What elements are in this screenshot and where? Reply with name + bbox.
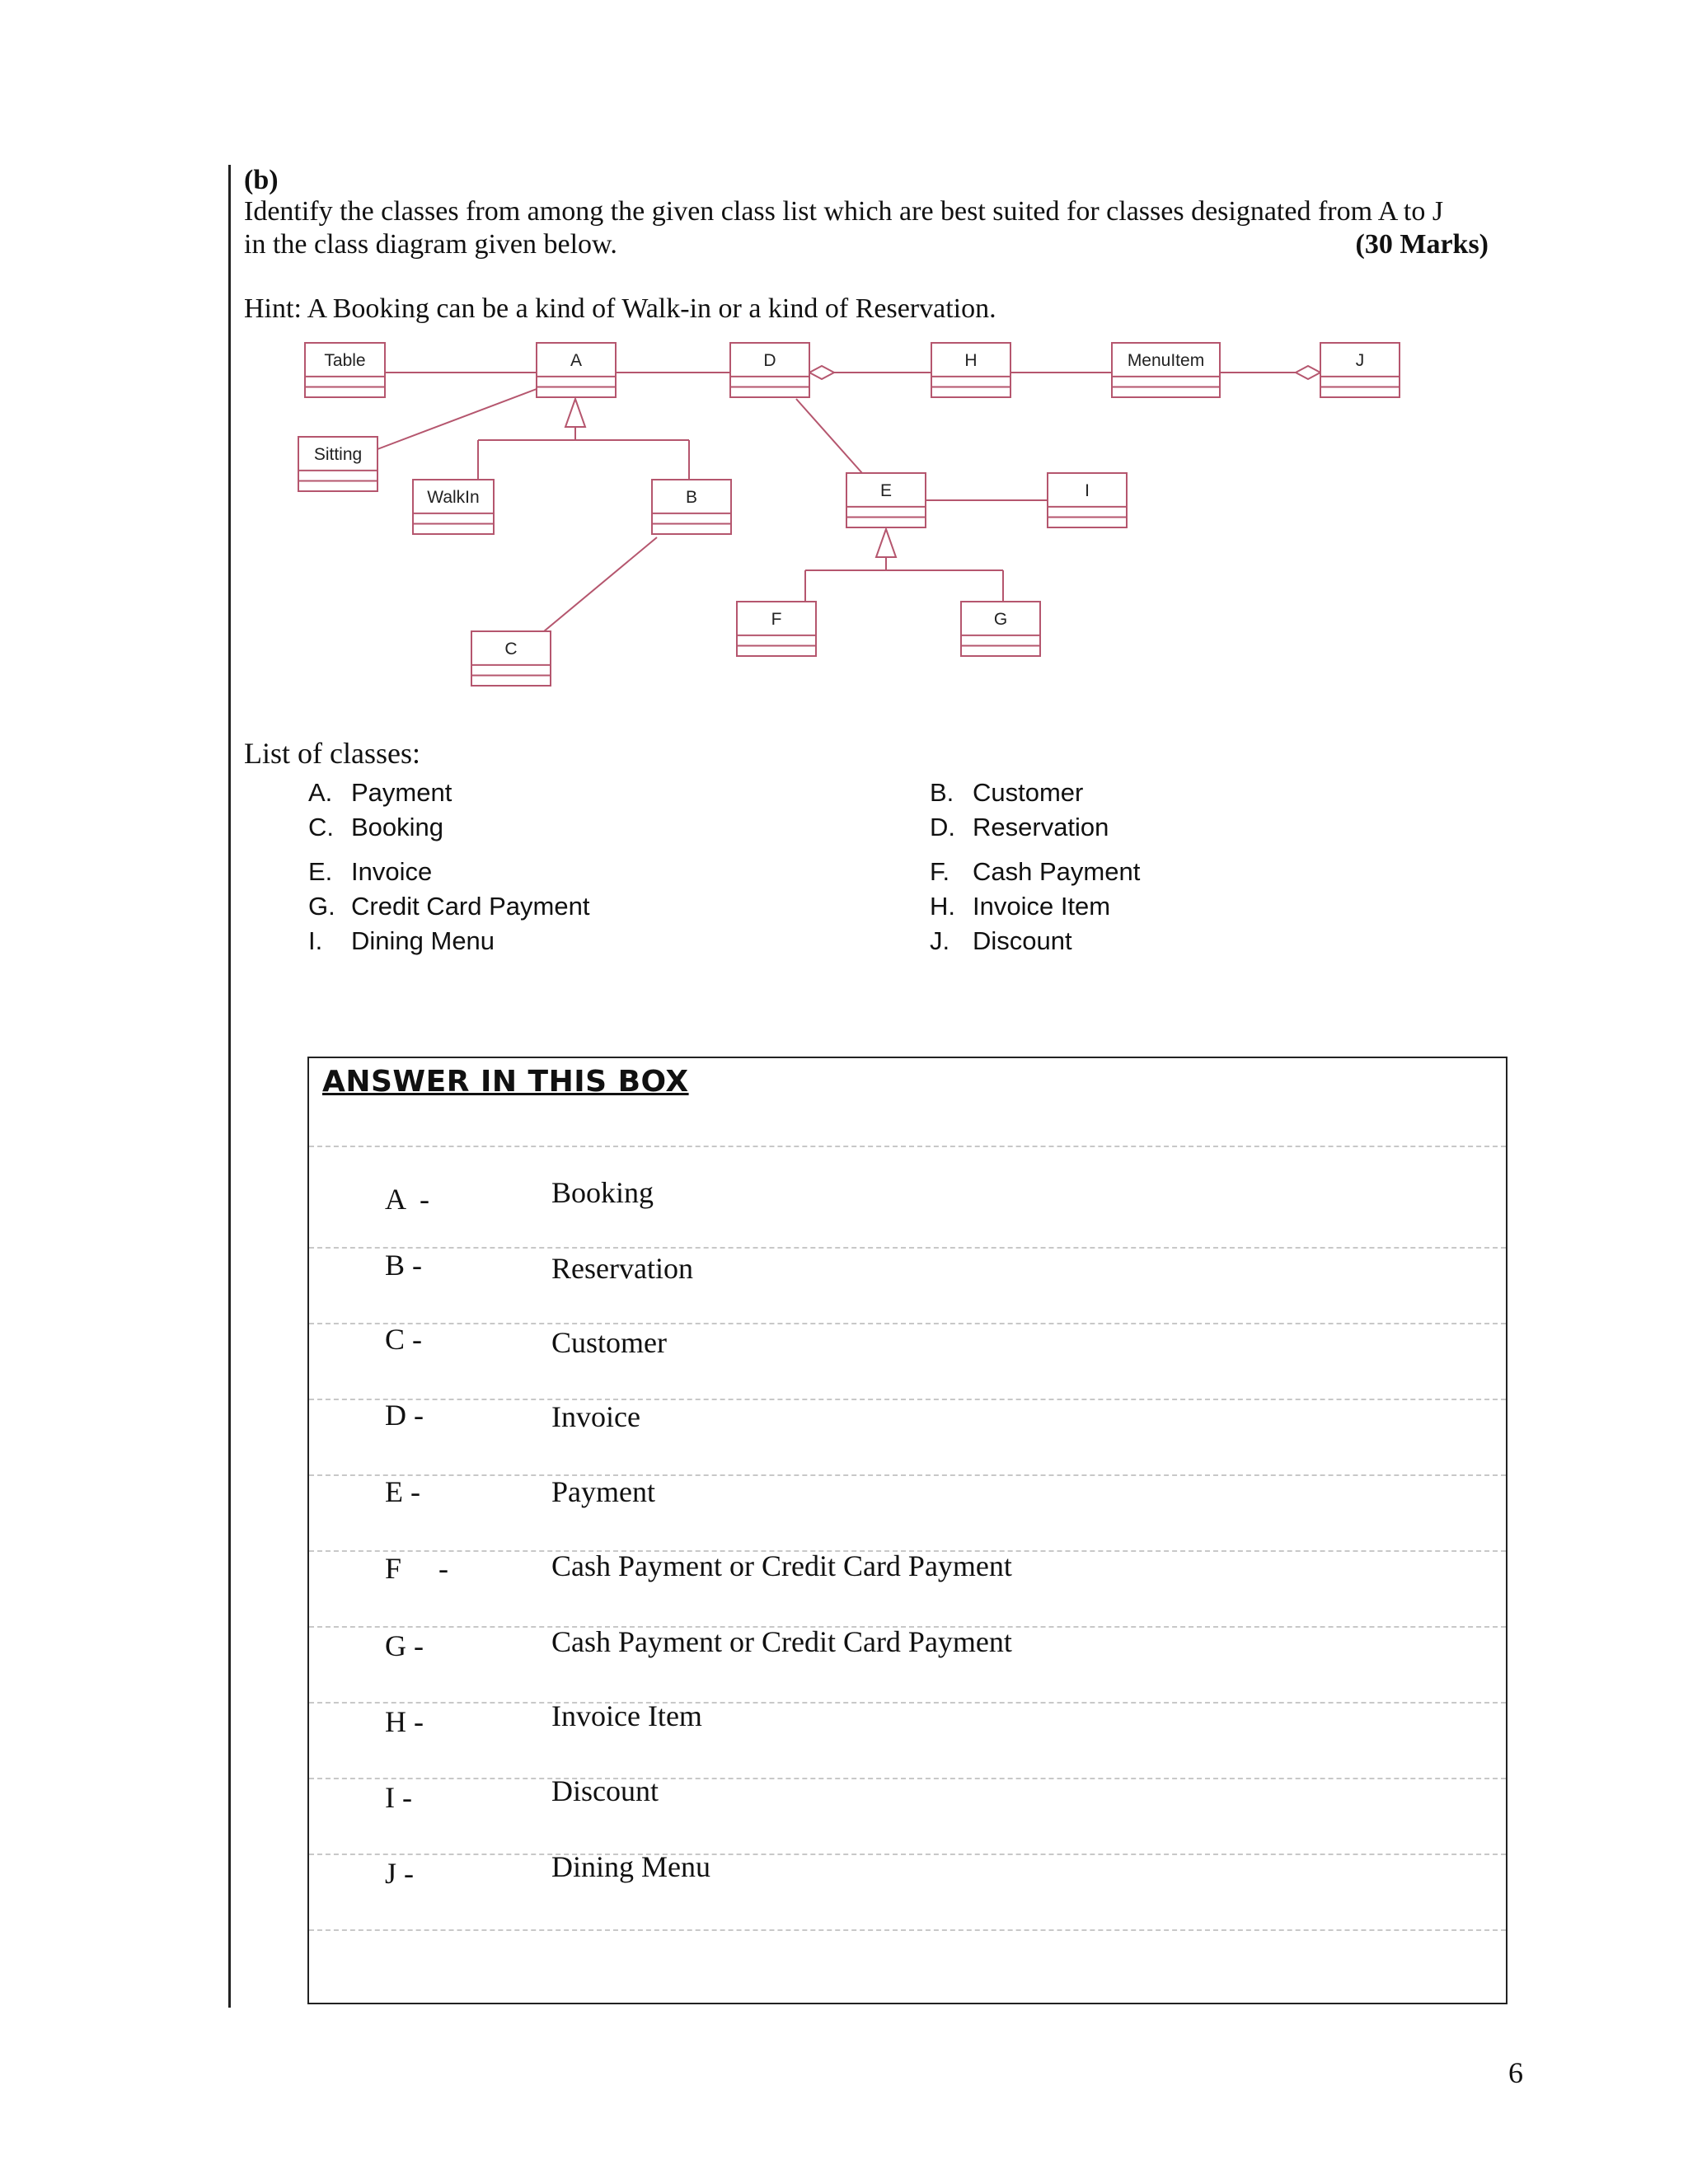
answer-row-letter: F - bbox=[385, 1552, 449, 1585]
answer-row-letter: H - bbox=[385, 1705, 424, 1738]
question-marks: (30 Marks) bbox=[1355, 229, 1489, 260]
class-box-name: A bbox=[570, 351, 583, 370]
answer-row-value: Payment bbox=[551, 1475, 655, 1508]
hint-text: Hint: A Booking can be a kind of Walk-in or a kind of Reservation. bbox=[244, 293, 996, 324]
class-box-name: E bbox=[879, 481, 893, 500]
class-box bbox=[298, 437, 377, 491]
class-list-title: List of classes: bbox=[244, 737, 420, 770]
class-box bbox=[737, 602, 816, 656]
class-box-name: F bbox=[771, 610, 782, 629]
class-box-name: MenuItem bbox=[1127, 351, 1205, 370]
class-list-item bbox=[930, 857, 1140, 887]
class-box-name: WalkIn bbox=[427, 488, 480, 507]
class-list-item-letter: G. bbox=[308, 892, 335, 921]
class-box-name: H bbox=[964, 351, 978, 370]
class-box bbox=[413, 480, 494, 534]
class-list-item bbox=[930, 813, 1109, 842]
class-list-item bbox=[930, 926, 1072, 956]
answer-row-letter: G - bbox=[385, 1629, 424, 1662]
class-box bbox=[1112, 343, 1220, 397]
answer-row-divider bbox=[309, 1474, 1506, 1476]
class-list-item-letter: B. bbox=[930, 778, 954, 807]
class-box-name: B bbox=[685, 488, 698, 507]
class-list-item-letter: I. bbox=[308, 926, 323, 955]
answer-row-letter: J - bbox=[385, 1857, 414, 1890]
answer-row-letter: I - bbox=[385, 1781, 412, 1814]
class-list-item-letter: C. bbox=[308, 813, 334, 841]
answer-row-letter: B - bbox=[385, 1249, 422, 1282]
class-list-item bbox=[308, 857, 432, 887]
aggregation-diamond bbox=[1296, 366, 1320, 379]
class-list-item bbox=[308, 892, 589, 921]
answer-row-divider bbox=[309, 1702, 1506, 1704]
answer-row-letter: A - bbox=[385, 1183, 429, 1216]
answer-row-value: Customer bbox=[551, 1326, 667, 1359]
class-list-item-name: Customer bbox=[973, 778, 1084, 807]
answer-row-divider bbox=[309, 1854, 1506, 1855]
class-box bbox=[931, 343, 1010, 397]
class-list-item bbox=[308, 926, 495, 956]
class-box-name: J bbox=[1355, 351, 1365, 370]
answer-row-divider bbox=[309, 1146, 1506, 1147]
class-list-item bbox=[930, 892, 1110, 921]
class-box bbox=[305, 343, 385, 397]
answer-row-letter: C - bbox=[385, 1323, 422, 1356]
answer-row-divider bbox=[309, 1399, 1506, 1400]
class-list-item-name: Invoice Item bbox=[973, 892, 1111, 921]
class-box bbox=[846, 473, 926, 527]
answer-row-divider bbox=[309, 1247, 1506, 1249]
class-box bbox=[537, 343, 616, 397]
class-box bbox=[1048, 473, 1127, 527]
question-text-line-2: in the class diagram given below. bbox=[244, 229, 617, 260]
answer-row-value: Discount bbox=[551, 1774, 659, 1807]
class-box-name: I bbox=[1085, 481, 1090, 500]
class-list-item bbox=[308, 778, 452, 808]
answer-box-title: ANSWER IN THIS BOX bbox=[322, 1065, 689, 1099]
class-list-item-letter: E. bbox=[308, 857, 333, 886]
class-box-name: C bbox=[504, 640, 518, 658]
class-box bbox=[1320, 343, 1400, 397]
answer-row-letter: D - bbox=[385, 1399, 424, 1432]
answer-row-value: Reservation bbox=[551, 1252, 693, 1285]
class-box bbox=[471, 631, 551, 686]
class-list-item-name: Invoice bbox=[351, 857, 433, 886]
class-list-item-letter: H. bbox=[930, 892, 955, 921]
class-box-name: Table bbox=[324, 351, 366, 370]
class-list-item-name: Reservation bbox=[973, 813, 1109, 841]
class-list-item bbox=[930, 778, 1083, 808]
class-box-name: G bbox=[993, 610, 1008, 629]
class-list-item-name: Payment bbox=[351, 778, 452, 807]
answer-row-letter: E - bbox=[385, 1475, 420, 1508]
class-list-item-name: Cash Payment bbox=[973, 857, 1141, 886]
answer-row-value: Cash Payment or Credit Card Payment bbox=[551, 1549, 1012, 1582]
class-diagram bbox=[0, 0, 1688, 725]
answer-row-divider bbox=[309, 1778, 1506, 1779]
class-list-item-letter: F. bbox=[930, 857, 950, 886]
class-box bbox=[961, 602, 1040, 656]
answer-row-value: Invoice Item bbox=[551, 1699, 702, 1732]
page-number: 6 bbox=[1508, 2056, 1523, 2089]
class-box bbox=[730, 343, 809, 397]
class-list-item-name: Booking bbox=[351, 813, 444, 841]
generalization-arrow bbox=[876, 529, 896, 557]
answer-row-divider bbox=[309, 1323, 1506, 1324]
class-box bbox=[652, 480, 731, 534]
class-list-item-name: Dining Menu bbox=[351, 926, 495, 955]
answer-row-divider bbox=[309, 1929, 1506, 1931]
answer-row-value: Booking bbox=[551, 1176, 654, 1209]
question-label: (b) bbox=[244, 165, 279, 195]
answer-row-value: Cash Payment or Credit Card Payment bbox=[551, 1625, 1012, 1658]
class-list-item bbox=[308, 813, 443, 842]
question-text-line-1: Identify the classes from among the given class list which are best suited for classes designated from A to J bbox=[244, 196, 1444, 227]
association-line bbox=[796, 399, 862, 473]
class-box-name: Sitting bbox=[313, 445, 363, 464]
class-list-item-name: Discount bbox=[973, 926, 1072, 955]
aggregation-diamond bbox=[809, 366, 834, 379]
answer-row-value: Dining Menu bbox=[551, 1850, 710, 1883]
answer-box bbox=[307, 1057, 1507, 2004]
class-list-item-letter: A. bbox=[308, 778, 333, 807]
class-list-item-name: Credit Card Payment bbox=[351, 892, 590, 921]
class-box-name: D bbox=[763, 351, 776, 370]
class-list-item-letter: J. bbox=[930, 926, 950, 955]
association-line bbox=[544, 537, 657, 631]
class-list-item-letter: D. bbox=[930, 813, 955, 841]
answer-row-value: Invoice bbox=[551, 1400, 640, 1433]
generalization-arrow bbox=[565, 399, 585, 427]
